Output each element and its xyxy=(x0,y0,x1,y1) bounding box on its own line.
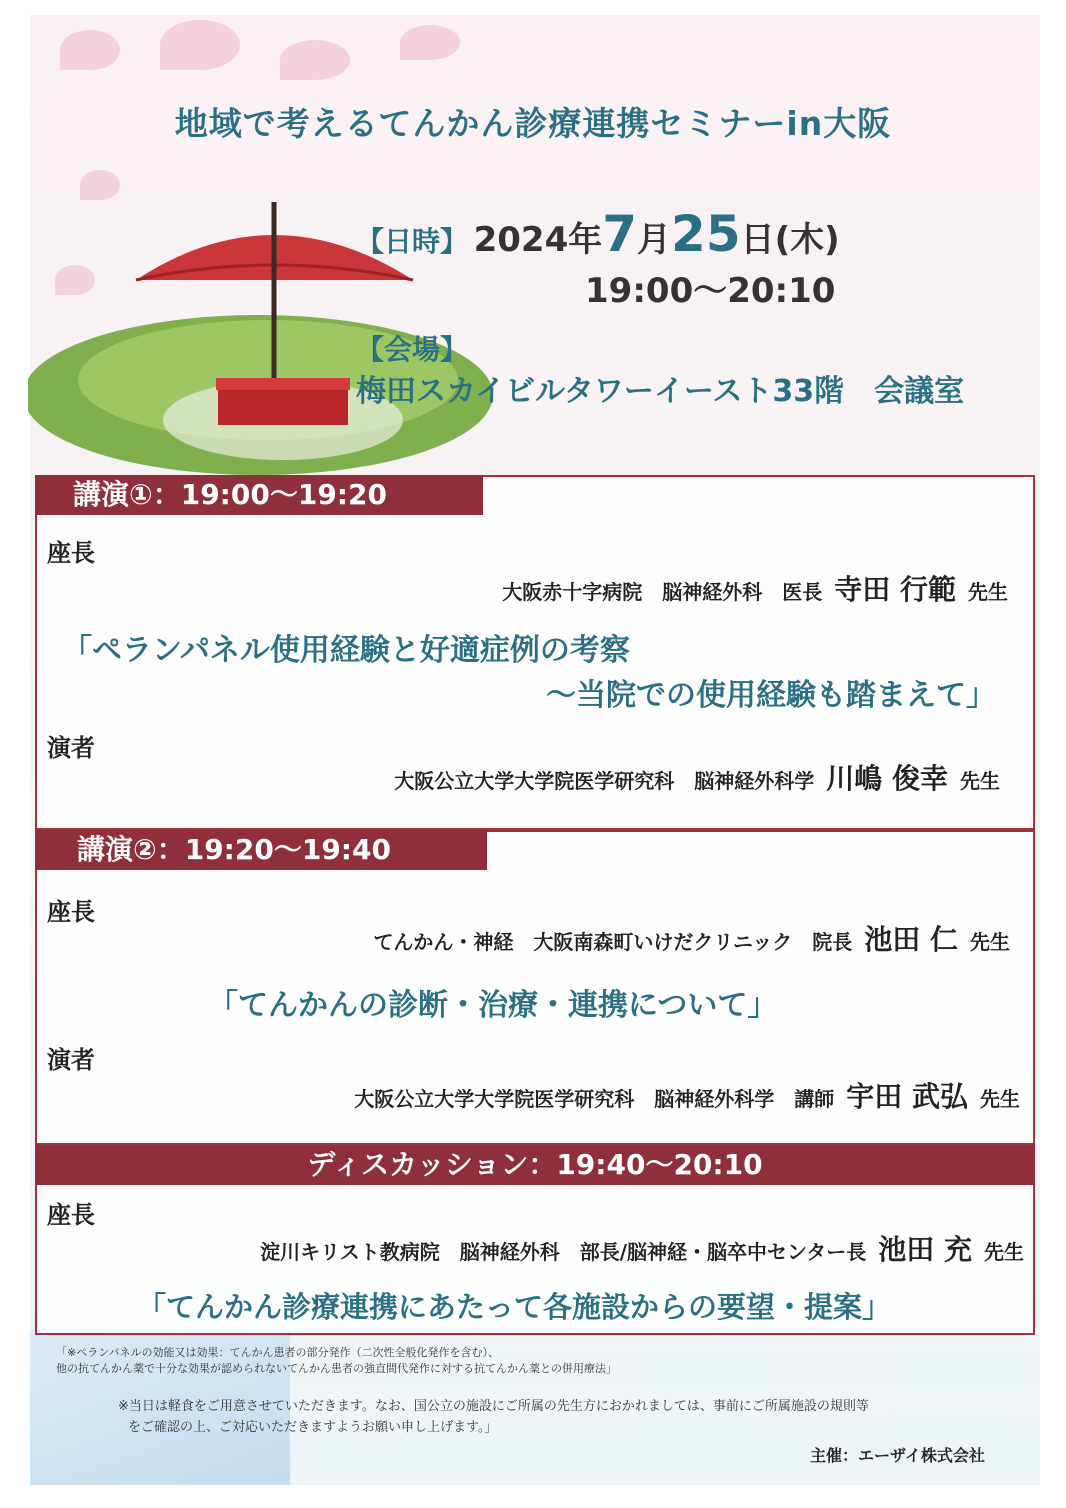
lecture2-band: 講演②：19:20〜19:40 xyxy=(35,830,487,870)
date-day-unit: 日(木) xyxy=(740,220,840,260)
petal-decoration xyxy=(60,30,120,70)
discussion-band: ディスカッション：19:40〜20:10 xyxy=(35,1145,1035,1185)
chair-affiliation: てんかん・神経 大阪南森町いけだクリニック 院長 xyxy=(373,930,853,954)
date-month-unit: 月 xyxy=(637,220,672,260)
event-time: 19:00〜20:10 xyxy=(585,271,836,311)
chair-suffix: 先生 xyxy=(970,930,1010,954)
speaker-suffix: 先生 xyxy=(960,769,1000,793)
event-date xyxy=(356,205,840,263)
discussion-topic: 「てんかん診療連携にあたって各施設からの要望・提案」 xyxy=(137,1290,892,1324)
date-year: 2024年 xyxy=(473,220,603,260)
petal-decoration xyxy=(400,25,460,60)
date-month: 7 xyxy=(602,205,638,263)
date-day: 25 xyxy=(671,205,741,263)
venue-name: 梅田スカイビルタワーイースト33階 会議室 xyxy=(356,374,965,409)
note-line2: をご確認の上、ご対応いただきますようお願い申し上げます。」 xyxy=(128,1420,498,1435)
lecture1-speaker xyxy=(394,757,1000,797)
lecture1-band: 講演①：19:00〜19:20 xyxy=(35,475,483,515)
petal-decoration xyxy=(280,40,350,80)
speaker-name: 川嶋 俊幸 xyxy=(826,762,948,795)
chair-affiliation: 淀川キリスト教病院 脳神経外科 部長/脳神経・脳卒中センター長 xyxy=(260,1240,867,1264)
lecture2-speaker-label: 演者 xyxy=(47,1046,95,1074)
lecture1-topic-line2: 〜当院での使用経験も踏まえて」 xyxy=(546,678,996,713)
chair-name: 池田 充 xyxy=(878,1233,972,1266)
date-label: 【日時】 xyxy=(356,225,469,258)
lecture2-topic: 「てんかんの診断・治療・連携について」 xyxy=(208,988,778,1023)
discussion-chair-label: 座長 xyxy=(47,1201,95,1229)
lecture1-topic-line1: 「ペランパネル使用経験と好適症例の考察 xyxy=(62,633,630,668)
chair-suffix: 先生 xyxy=(984,1240,1024,1264)
chair-suffix: 先生 xyxy=(968,580,1008,604)
sponsor: 主催：エーザイ株式会社 xyxy=(810,1446,985,1465)
chair-name: 池田 仁 xyxy=(864,923,958,956)
lecture1-chair xyxy=(502,568,1008,608)
footnote-line2: 他の抗てんかん薬で十分な効果が認められないてんかん患者の強直間代発作に対する抗てんかん薬との併用療法」 xyxy=(56,1362,617,1375)
speaker-suffix: 先生 xyxy=(980,1087,1020,1111)
page-title: 地域で考えるてんかん診療連携セミナーin大阪 xyxy=(174,104,892,143)
speaker-affiliation: 大阪公立大学大学院医学研究科 脳神経外科学 xyxy=(394,769,815,793)
note-line1: ※当日は軽食をご用意させていただきます。なお、国公立の施設にご所属の先生方におかれましては、事前にご所属施設の規則等 xyxy=(118,1399,869,1414)
lecture2-chair-label: 座長 xyxy=(47,898,95,926)
chair-affiliation: 大阪赤十字病院 脳神経外科 医長 xyxy=(502,580,823,604)
speaker-name: 宇田 武弘 xyxy=(846,1080,968,1113)
lecture2-speaker xyxy=(354,1075,1020,1115)
lecture1-chair-label: 座長 xyxy=(47,539,95,567)
footnote-line1: 「※ペランパネルの効能又は効果：てんかん患者の部分発作（二次性全般化発作を含む）、 xyxy=(56,1346,499,1359)
chair-name: 寺田 行範 xyxy=(834,573,956,606)
speaker-affiliation: 大阪公立大学大学院医学研究科 脳神経外科学 講師 xyxy=(354,1087,835,1111)
lecture2-chair xyxy=(373,918,1010,958)
lecture1-speaker-label: 演者 xyxy=(47,734,95,762)
petal-decoration xyxy=(160,20,240,70)
venue-label: 【会場】 xyxy=(356,333,469,366)
discussion-chair xyxy=(260,1228,1024,1268)
